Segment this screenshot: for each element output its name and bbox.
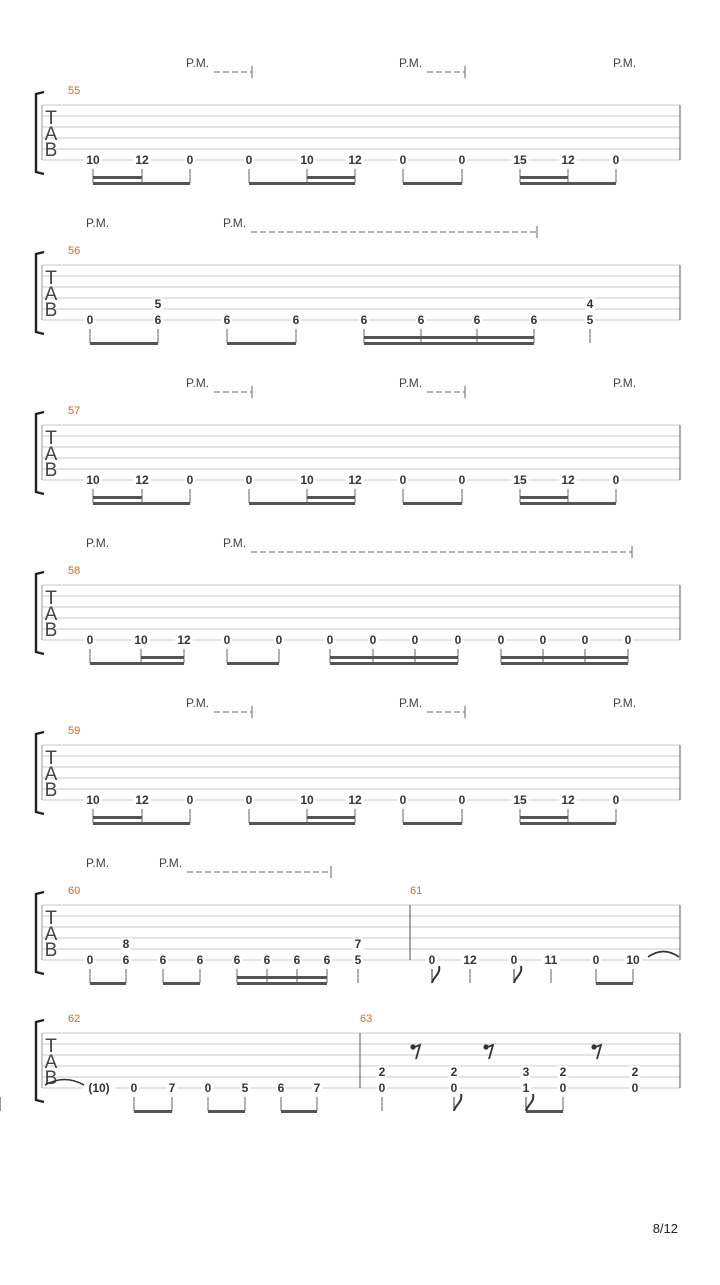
fret-number: 6 (223, 313, 231, 327)
system-bracket (36, 412, 44, 494)
palm-mute-label: P.M. (186, 376, 210, 390)
tab-clef-letter: B (44, 460, 58, 481)
fret-number: 6 (473, 313, 481, 327)
beam (249, 822, 355, 825)
page-number: 8/12 (652, 1221, 678, 1236)
fret-number: 0 (86, 313, 94, 327)
fret-number: 2 (631, 1065, 639, 1079)
fret-number: 0 (510, 953, 518, 967)
beam (403, 182, 462, 185)
fret-number: 6 (292, 313, 300, 327)
secondary-beam (307, 176, 355, 179)
secondary-beam (93, 816, 142, 819)
fret-number: 0 (186, 473, 194, 487)
fret-number: 0 (245, 153, 253, 167)
note-flag (432, 966, 439, 983)
beam (227, 662, 279, 665)
secondary-beam (520, 496, 568, 499)
palm-mute-label: P.M. (613, 696, 637, 710)
fret-number: 5 (586, 313, 594, 327)
measure-number: 56 (68, 245, 81, 257)
eighth-rest (485, 1045, 493, 1059)
measure-number: 55 (68, 85, 81, 97)
fret-number: 0 (411, 633, 419, 647)
tab-clef-letter: A (44, 764, 58, 785)
secondary-beam (364, 336, 534, 339)
secondary-beam (520, 176, 568, 179)
beam (330, 662, 458, 665)
beam (501, 662, 628, 665)
tab-clef-letter: T (45, 1036, 57, 1057)
palm-mute-label: P.M. (613, 56, 637, 70)
measure-number: 57 (68, 405, 81, 417)
fret-number: 0 (428, 953, 436, 967)
fret-number: 2 (450, 1065, 458, 1079)
fret-number: 6 (154, 313, 162, 327)
fret-number: 10 (86, 793, 100, 807)
fret-number: 0 (186, 793, 194, 807)
tab-system (36, 856, 680, 985)
fret-number: (10) (88, 1081, 110, 1095)
palm-mute-label: P.M. (186, 56, 210, 70)
fret-number: 0 (458, 153, 466, 167)
fret-number: 0 (275, 633, 283, 647)
beam (403, 502, 462, 505)
secondary-beam (237, 976, 327, 979)
fret-number: 0 (399, 473, 407, 487)
fret-number: 12 (348, 153, 362, 167)
system-bracket (36, 572, 44, 654)
tab-clef-letter: B (44, 620, 58, 641)
measure-number: 58 (68, 565, 81, 577)
fret-number: 0 (497, 633, 505, 647)
beam (208, 1110, 245, 1113)
fret-number: 7 (168, 1081, 176, 1095)
secondary-beam (501, 656, 628, 659)
palm-mute-label: P.M. (186, 696, 210, 710)
fret-number: 6 (233, 953, 241, 967)
tab-clef-letter: B (44, 780, 58, 801)
beam (526, 1110, 563, 1113)
fret-number: 7 (313, 1081, 321, 1095)
beam (163, 982, 200, 985)
tab-clef-letter: A (44, 284, 58, 305)
fret-number: 6 (122, 953, 130, 967)
beam (249, 502, 355, 505)
fret-number: 7 (354, 937, 362, 951)
palm-mute-label: P.M. (86, 216, 110, 230)
palm-mute-label: P.M. (223, 216, 247, 230)
tab-clef-letter: A (44, 444, 58, 465)
fret-number: 0 (369, 633, 377, 647)
tab-clef-letter: T (45, 588, 57, 609)
fret-number: 6 (530, 313, 538, 327)
secondary-beam (330, 656, 458, 659)
fret-number: 0 (223, 633, 231, 647)
eighth-rest (593, 1045, 601, 1059)
beam (227, 342, 296, 345)
eighth-rest (412, 1045, 420, 1059)
tie (648, 952, 679, 958)
fret-number: 0 (624, 633, 632, 647)
tab-clef-letter: B (44, 940, 58, 961)
tab-clef-letter: A (44, 124, 58, 145)
fret-number: 0 (612, 153, 620, 167)
fret-number: 12 (561, 473, 575, 487)
secondary-beam (307, 496, 355, 499)
fret-number: 11 (544, 953, 558, 967)
palm-mute-label: P.M. (159, 856, 183, 870)
beam (403, 822, 462, 825)
fret-number: 0 (86, 633, 94, 647)
note-flag (526, 1094, 533, 1111)
fret-number: 10 (300, 793, 314, 807)
fret-number: 12 (561, 793, 575, 807)
fret-number: 12 (135, 473, 149, 487)
tab-clef-letter: T (45, 268, 57, 289)
fret-number: 5 (354, 953, 362, 967)
fret-number: 6 (293, 953, 301, 967)
beam (93, 182, 190, 185)
fret-number: 12 (463, 953, 477, 967)
fret-number: 15 (513, 473, 527, 487)
fret-number: 0 (399, 793, 407, 807)
beam (281, 1110, 317, 1113)
fret-number: 0 (86, 953, 94, 967)
fret-number: 10 (626, 953, 640, 967)
secondary-beam (93, 176, 142, 179)
tab-clef-letter: A (44, 604, 58, 625)
palm-mute-label: P.M. (86, 856, 110, 870)
fret-number: 6 (323, 953, 331, 967)
fret-number: 4 (586, 297, 594, 311)
fret-number: 12 (135, 793, 149, 807)
tab-system (0, 1013, 680, 1113)
beam (520, 822, 616, 825)
tab-clef-letter: T (45, 748, 57, 769)
fret-number: 0 (539, 633, 547, 647)
beam (237, 982, 327, 985)
note-flag (454, 1094, 461, 1111)
fret-number: 6 (360, 313, 368, 327)
tab-system (36, 56, 680, 185)
fret-number: 12 (177, 633, 191, 647)
fret-number: 0 (612, 473, 620, 487)
beam (90, 342, 158, 345)
fret-number: 6 (417, 313, 425, 327)
secondary-beam (520, 816, 568, 819)
beam (134, 1110, 172, 1113)
palm-mute-label: P.M. (399, 56, 423, 70)
tab-clef-letter: T (45, 908, 57, 929)
fret-number: 0 (458, 473, 466, 487)
beam (93, 502, 190, 505)
measure-number: 59 (68, 725, 81, 737)
system-bracket (36, 1020, 44, 1102)
note-flag (514, 966, 521, 983)
tab-clef-letter: A (44, 924, 58, 945)
tab-system (36, 536, 680, 665)
fret-number: 0 (458, 793, 466, 807)
fret-number: 0 (245, 793, 253, 807)
fret-number: 0 (450, 1081, 458, 1095)
tab-clef-letter: B (44, 1068, 58, 1089)
beam (93, 822, 190, 825)
fret-number: 3 (522, 1065, 530, 1079)
fret-number: 10 (300, 473, 314, 487)
system-bracket (36, 92, 44, 174)
tab-system (36, 376, 680, 505)
fret-number: 6 (263, 953, 271, 967)
fret-number: 5 (241, 1081, 249, 1095)
fret-number: 0 (326, 633, 334, 647)
fret-number: 6 (277, 1081, 285, 1095)
fret-number: 12 (348, 473, 362, 487)
fret-number: 12 (135, 153, 149, 167)
secondary-beam (307, 816, 355, 819)
system-bracket (36, 732, 44, 814)
beam (90, 982, 126, 985)
system-bracket (36, 252, 44, 334)
fret-number: 12 (561, 153, 575, 167)
fret-number: 0 (399, 153, 407, 167)
beam (249, 182, 355, 185)
palm-mute-label: P.M. (399, 696, 423, 710)
measure-number: 63 (360, 1013, 373, 1025)
fret-number: 2 (559, 1065, 567, 1079)
beam (364, 342, 534, 345)
fret-number: 10 (134, 633, 148, 647)
beam (90, 662, 184, 665)
fret-number: 0 (454, 633, 462, 647)
fret-number: 0 (378, 1081, 386, 1095)
palm-mute-label: P.M. (399, 376, 423, 390)
tab-clef-letter: A (44, 1052, 58, 1073)
tab-system (36, 216, 680, 345)
fret-number: 10 (86, 473, 100, 487)
system-bracket (36, 892, 44, 974)
measure-number: 62 (68, 1013, 81, 1025)
fret-number: 0 (612, 793, 620, 807)
fret-number: 6 (196, 953, 204, 967)
tab-system (36, 696, 680, 825)
beam (520, 182, 616, 185)
fret-number: 0 (559, 1081, 567, 1095)
tab-clef-letter: B (44, 140, 58, 161)
fret-number: 0 (204, 1081, 212, 1095)
fret-number: 10 (86, 153, 100, 167)
fret-number: 15 (513, 793, 527, 807)
tab-clef-letter: B (44, 300, 58, 321)
fret-number: 6 (159, 953, 167, 967)
fret-number: 15 (513, 153, 527, 167)
fret-number: 8 (122, 937, 130, 951)
fret-number: 1 (522, 1081, 530, 1095)
fret-number: 0 (631, 1081, 639, 1095)
fret-number: 2 (378, 1065, 386, 1079)
fret-number: 0 (186, 153, 194, 167)
fret-number: 10 (300, 153, 314, 167)
fret-number: 12 (348, 793, 362, 807)
fret-number: 0 (581, 633, 589, 647)
fret-number: 0 (245, 473, 253, 487)
secondary-beam (141, 656, 184, 659)
palm-mute-label: P.M. (223, 536, 247, 550)
fret-number: 5 (154, 297, 162, 311)
fret-number: 0 (130, 1081, 138, 1095)
measure-number: 61 (410, 885, 423, 897)
beam (596, 982, 633, 985)
tab-clef-letter: T (45, 108, 57, 129)
palm-mute-label: P.M. (86, 536, 110, 550)
palm-mute-label: P.M. (613, 376, 637, 390)
measure-number: 60 (68, 885, 81, 897)
fret-number: 0 (592, 953, 600, 967)
secondary-beam (93, 496, 142, 499)
beam (520, 502, 616, 505)
tab-clef-letter: T (45, 428, 57, 449)
